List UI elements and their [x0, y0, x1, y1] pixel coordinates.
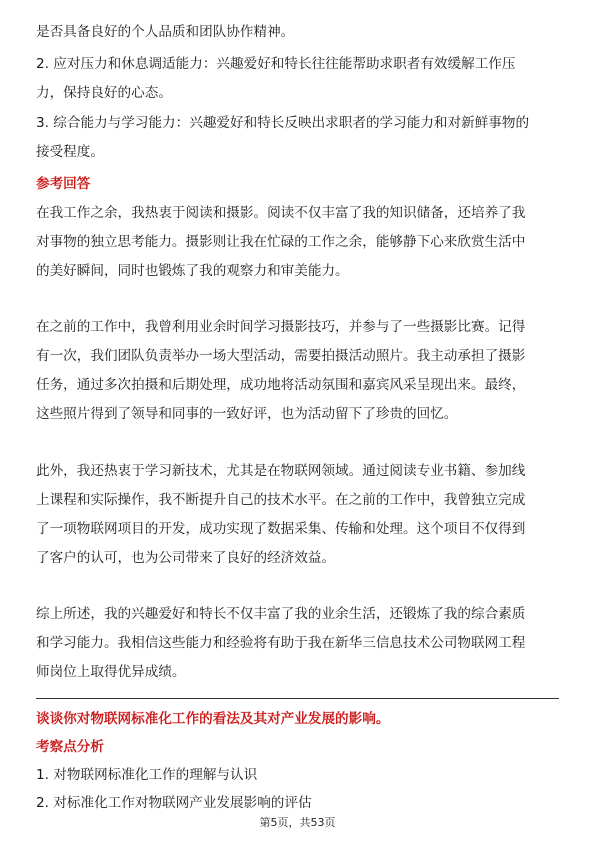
answer-paragraph-2-line: 有一次，我们团队负责举办一场大型活动，需要拍摄活动照片。我主动承担了摄影	[36, 348, 526, 364]
answer-paragraph-2-line: 任务，通过多次拍摄和后期处理，成功地将活动氛围和嘉宾风采呈现出来。最终，	[36, 377, 526, 393]
analysis-point: 1. 对物联网标准化工作的理解与认识	[36, 767, 258, 783]
intro-line: 接受程度。	[36, 144, 104, 160]
answer-paragraph-1-line: 的美好瞬间，同时也锻炼了我的观察力和审美能力。	[36, 263, 349, 279]
intro-line: 3. 综合能力与学习能力：兴趣爱好和特长反映出求职者的学习能力和对新鲜事物的	[36, 115, 530, 131]
answer-paragraph-4-line: 和学习能力。我相信这些能力和经验将有助于我在新华三信息技术公司物联网工程	[36, 635, 526, 651]
answer-paragraph-4-line: 师岗位上取得优异成绩。	[36, 664, 186, 680]
answer-heading: 参考回答	[36, 176, 91, 192]
page-number: 第5页，共53页	[259, 816, 336, 829]
intro-line: 力，保持良好的心态。	[36, 85, 172, 101]
answer-paragraph-3-line: 了一项物联网项目的开发，成功实现了数据采集、传输和处理。这个项目不仅得到	[36, 521, 526, 537]
intro-line: 2. 应对压力和休息调适能力：兴趣爱好和特长往往能帮助求职者有效缓解工作压	[36, 56, 516, 72]
answer-paragraph-1-line: 对事物的独立思考能力。摄影则让我在忙碌的工作之余，能够静下心来欣赏生活中	[36, 234, 526, 250]
answer-paragraph-3-line: 此外，我还热衷于学习新技术，尤其是在物联网领域。通过阅读专业书籍、参加线	[36, 463, 526, 479]
answer-paragraph-2-line: 这些照片得到了领导和同事的一致好评，也为活动留下了珍贵的回忆。	[36, 406, 458, 422]
question-title: 谈谈你对物联网标准化工作的看法及其对产业发展的影响。	[36, 711, 390, 727]
answer-paragraph-3-line: 了客户的认可，也为公司带来了良好的经济效益。	[36, 550, 336, 566]
section-divider	[36, 698, 559, 699]
intro-line: 是否具备良好的个人品质和团队协作精神。	[36, 24, 295, 40]
answer-paragraph-3-line: 上课程和实际操作，我不断提升自己的技术水平。在之前的工作中，我曾独立完成	[36, 492, 526, 508]
answer-paragraph-1-line: 在我工作之余，我热衷于阅读和摄影。阅读不仅丰富了我的知识储备，还培养了我	[36, 205, 526, 221]
answer-paragraph-2-line: 在之前的工作中，我曾利用业余时间学习摄影技巧，并参与了一些摄影比赛。记得	[36, 319, 526, 335]
answer-paragraph-4-line: 综上所述，我的兴趣爱好和特长不仅丰富了我的业余生活，还锻炼了我的综合素质	[36, 606, 526, 622]
analysis-heading: 考察点分析	[36, 739, 104, 755]
analysis-point: 2. 对标准化工作对物联网产业发展影响的评估	[36, 795, 312, 811]
